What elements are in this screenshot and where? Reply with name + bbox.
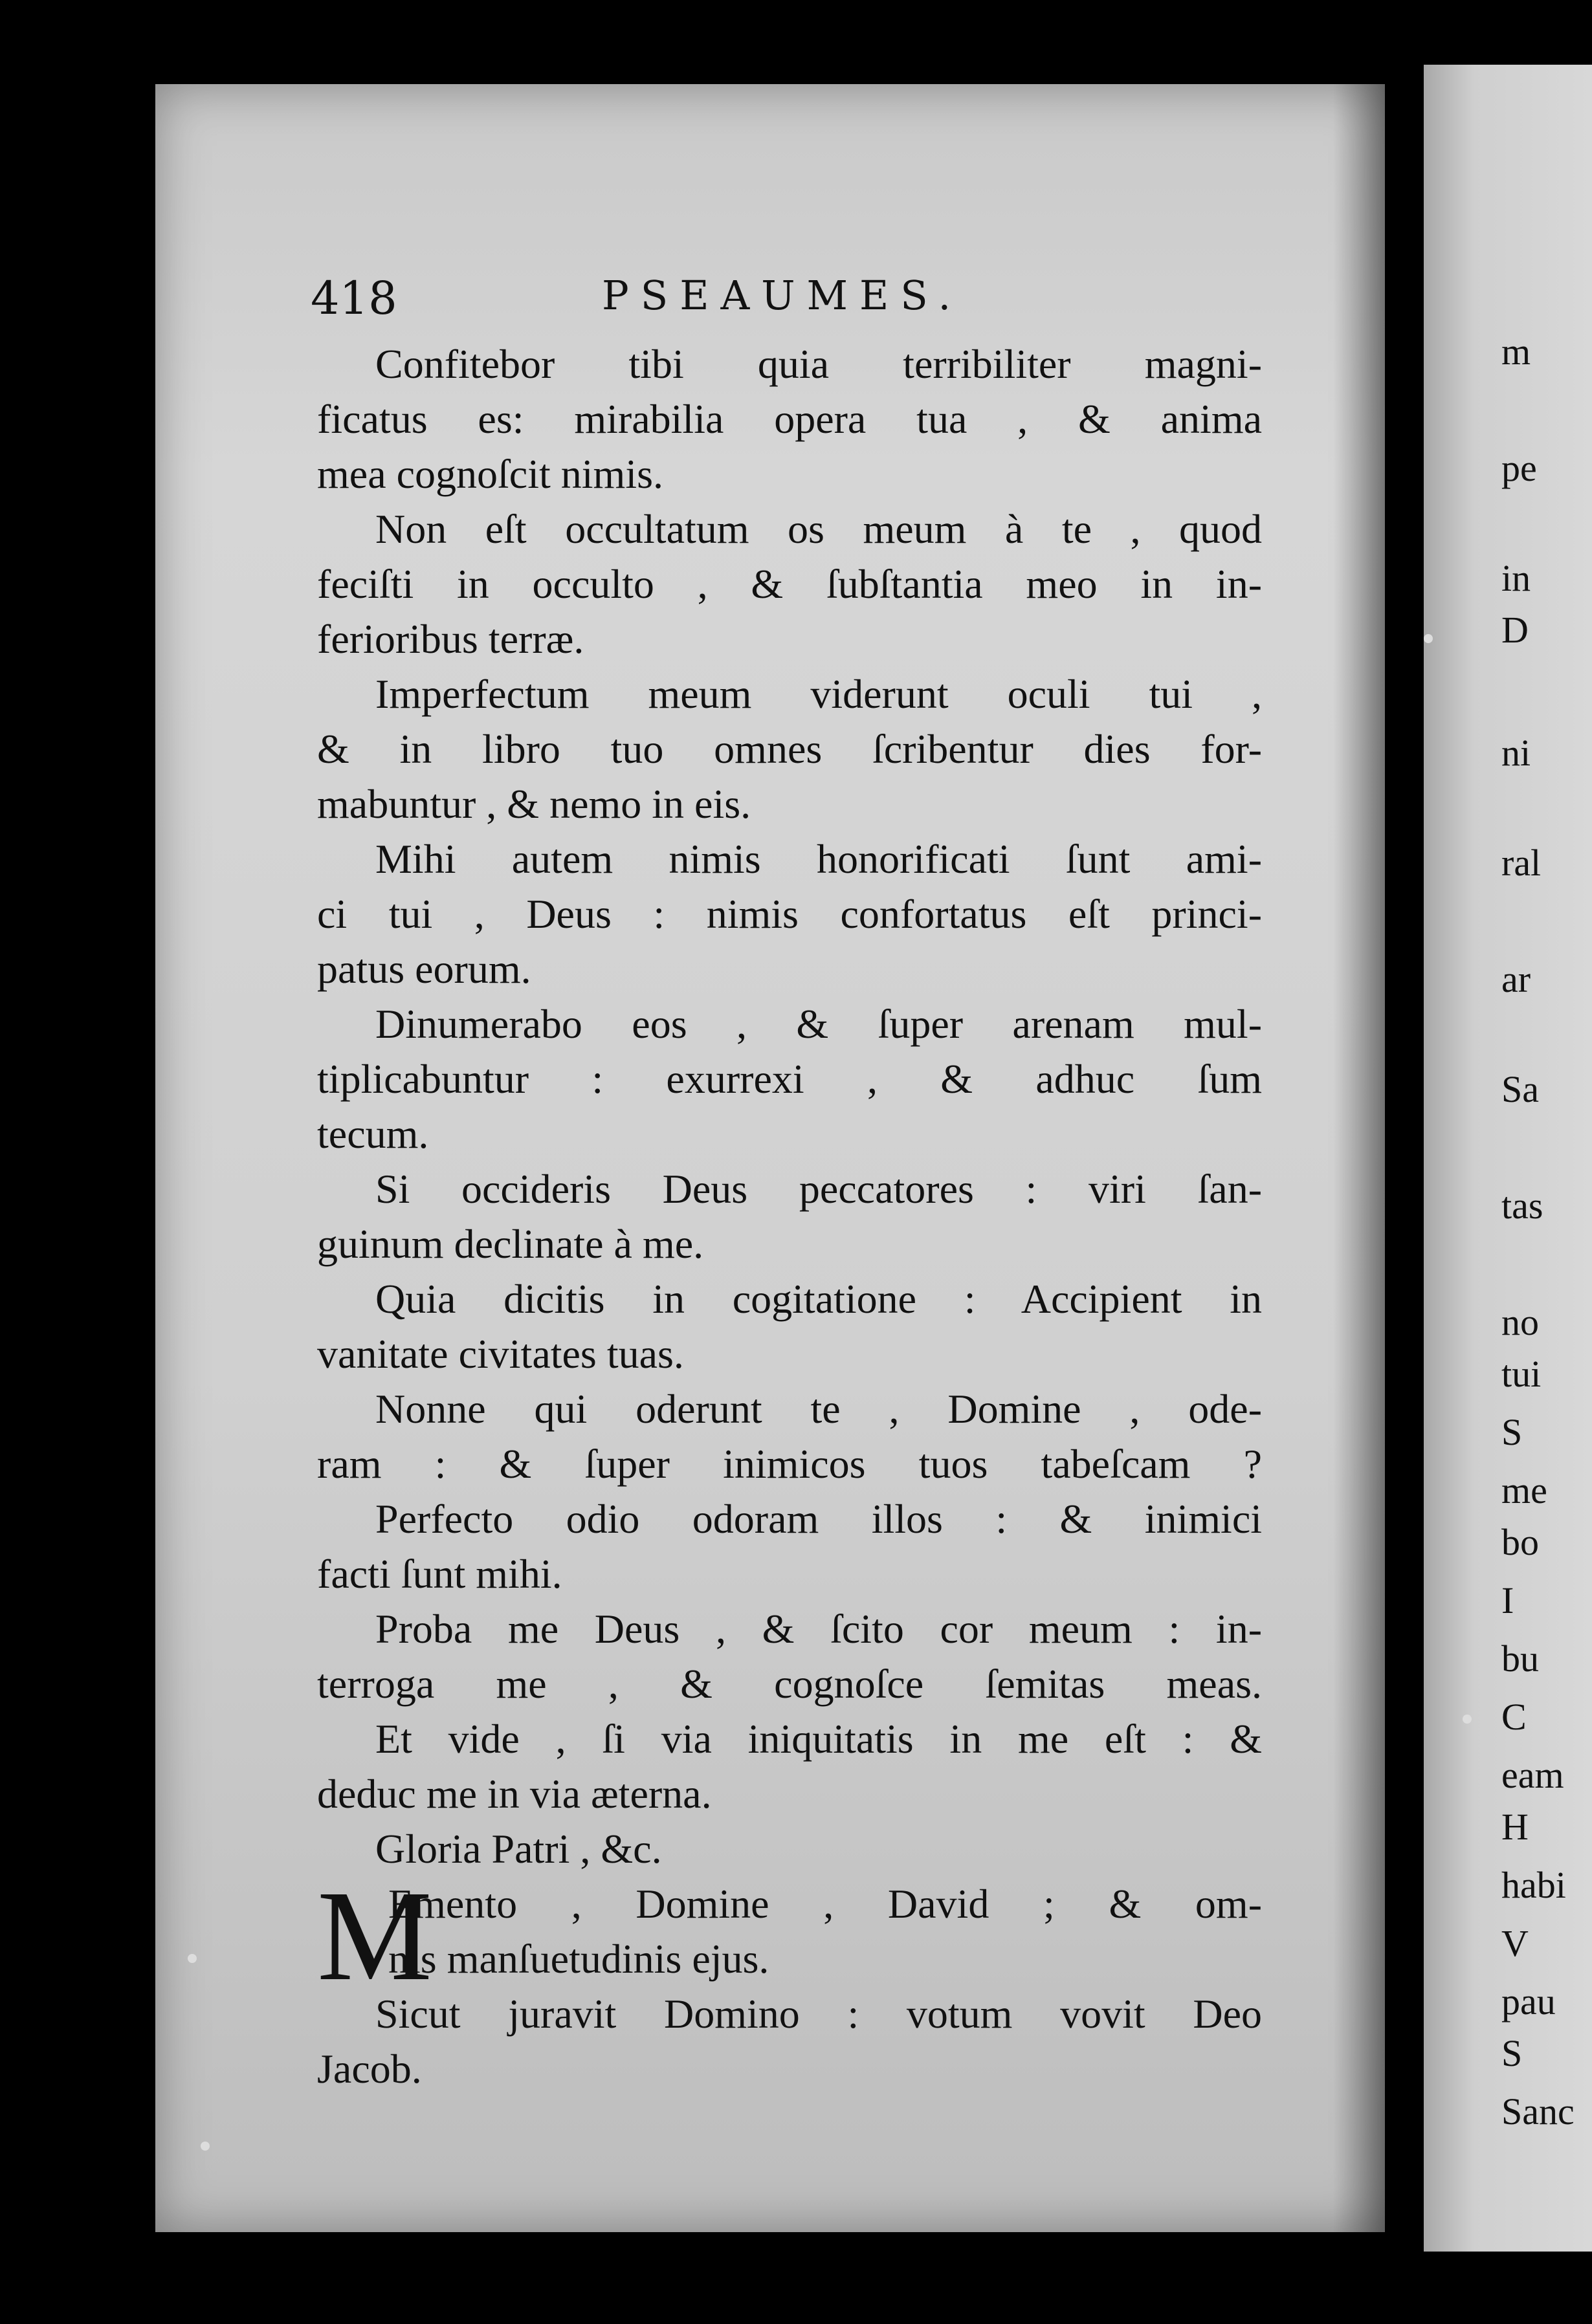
right-page-fragment: S (1501, 2032, 1523, 2074)
right-page-fragment: eam (1501, 1754, 1564, 1796)
right-page-fragment: me (1501, 1469, 1547, 1511)
text-line: Mihi autem nimis honorificati ſunt ami- (375, 836, 1262, 882)
text-line: mea cognoſcit nimis. (317, 451, 663, 497)
psalm-opening (317, 1865, 1262, 2008)
text-line: Imperfectum meum viderunt oculi tui , (375, 671, 1262, 717)
scan-speck (1424, 634, 1433, 643)
right-page-fragment: tas (1501, 1185, 1543, 1227)
right-page-fragment: no (1501, 1301, 1539, 1343)
scan-speck (1463, 1715, 1472, 1724)
right-page-fragment: habi (1501, 1864, 1566, 1906)
right-page-fragment: C (1501, 1696, 1527, 1738)
text-line: Perfecto odio odoram illos : & inimici (375, 1496, 1262, 1542)
text-line: tiplicabuntur : exurrexi , & adhuc ſum (317, 1056, 1262, 1102)
text-line: patus eorum. (317, 946, 531, 992)
text-line: ci tui , Deus : nimis confortatus eſt princi- (317, 891, 1262, 937)
drop-cap: M (317, 1865, 432, 2008)
right-page-fragment: ar (1501, 958, 1531, 1000)
text-line: ficatus es: mirabilia opera tua , & anima (317, 396, 1262, 442)
right-page-fragment: Sanc (1501, 2090, 1575, 2132)
text-line: Nonne qui oderunt te , Domine , ode- (375, 1386, 1262, 1432)
scan-speck (201, 2142, 210, 2151)
text-line: Si occideris Deus peccatores : viri ſan- (375, 1166, 1262, 1212)
text-line: ram : & ſuper inimicos tuos tabeſcam ? (317, 1441, 1262, 1487)
text-line: feciſti in occulto , & ſubſtantia meo in in- (317, 561, 1262, 607)
right-page-fragment: m (1501, 331, 1531, 373)
page-gutter-shadow (1333, 84, 1385, 2232)
text-line: mabuntur , & nemo in eis. (317, 781, 751, 827)
right-page-fragment: bo (1501, 1521, 1539, 1563)
text-line: tecum. (317, 1111, 429, 1157)
text-line: & in libro tuo omnes ſcribentur dies for- (317, 726, 1262, 772)
text-line: Jacob. (317, 2046, 422, 2092)
text-line: vanitate civitates tuas. (317, 1331, 684, 1377)
right-page-fragment: D (1501, 609, 1529, 651)
right-page-fragment: pau (1501, 1980, 1556, 2023)
text-line: Emento , Domine , David ; & om- (388, 1881, 1262, 1927)
text-line: Confitebor tibi quia terribiliter magni- (375, 341, 1262, 387)
page-number: 418 (311, 272, 397, 325)
running-title: PSEAUMES. (602, 272, 963, 319)
right-page-fragment: Sa (1501, 1068, 1539, 1110)
right-page-fragment: I (1501, 1579, 1514, 1621)
right-page-fragment: V (1501, 1922, 1529, 1964)
text-line: Non eſt occultatum os meum à te , quod (375, 506, 1262, 552)
right-page-fragment: in (1501, 557, 1531, 599)
psalm-text-block (317, 336, 1262, 2096)
text-line: guinum declinate à me. (317, 1221, 704, 1267)
right-page-fragment: H (1501, 1806, 1529, 1848)
text-line: nis manſuetudinis ejus. (388, 1936, 769, 1982)
right-page-fragment: bu (1501, 1638, 1539, 1680)
text-line: Et vide , ſi via iniquitatis in me eſt : & (375, 1716, 1262, 1762)
text-line: deduc me in via æterna. (317, 1771, 712, 1817)
text-line: Quia dicitis in cogitatione : Accipient in (375, 1276, 1262, 1322)
text-line: ferioribus terræ. (317, 616, 584, 662)
right-page-fragment: pe (1501, 447, 1537, 489)
right-page-fragment: ni (1501, 732, 1531, 774)
text-line: Gloria Patri , &c. (375, 1826, 662, 1872)
text-line: Dinumerabo eos , & ſuper arenam mul- (375, 1001, 1262, 1047)
text-line: Sicut juravit Domino : votum vovit Deo (375, 1991, 1262, 2037)
right-page-fragment: S (1501, 1411, 1523, 1453)
scan-speck (188, 1954, 197, 1963)
text-line: Proba me Deus , & ſcito cor meum : in- (375, 1606, 1262, 1652)
right-page-fragment: tui (1501, 1353, 1542, 1395)
text-line: facti ſunt mihi. (317, 1551, 562, 1597)
text-line: terroga me , & cognoſce ſemitas meas. (317, 1661, 1262, 1707)
right-page-fragment: ral (1501, 842, 1542, 884)
